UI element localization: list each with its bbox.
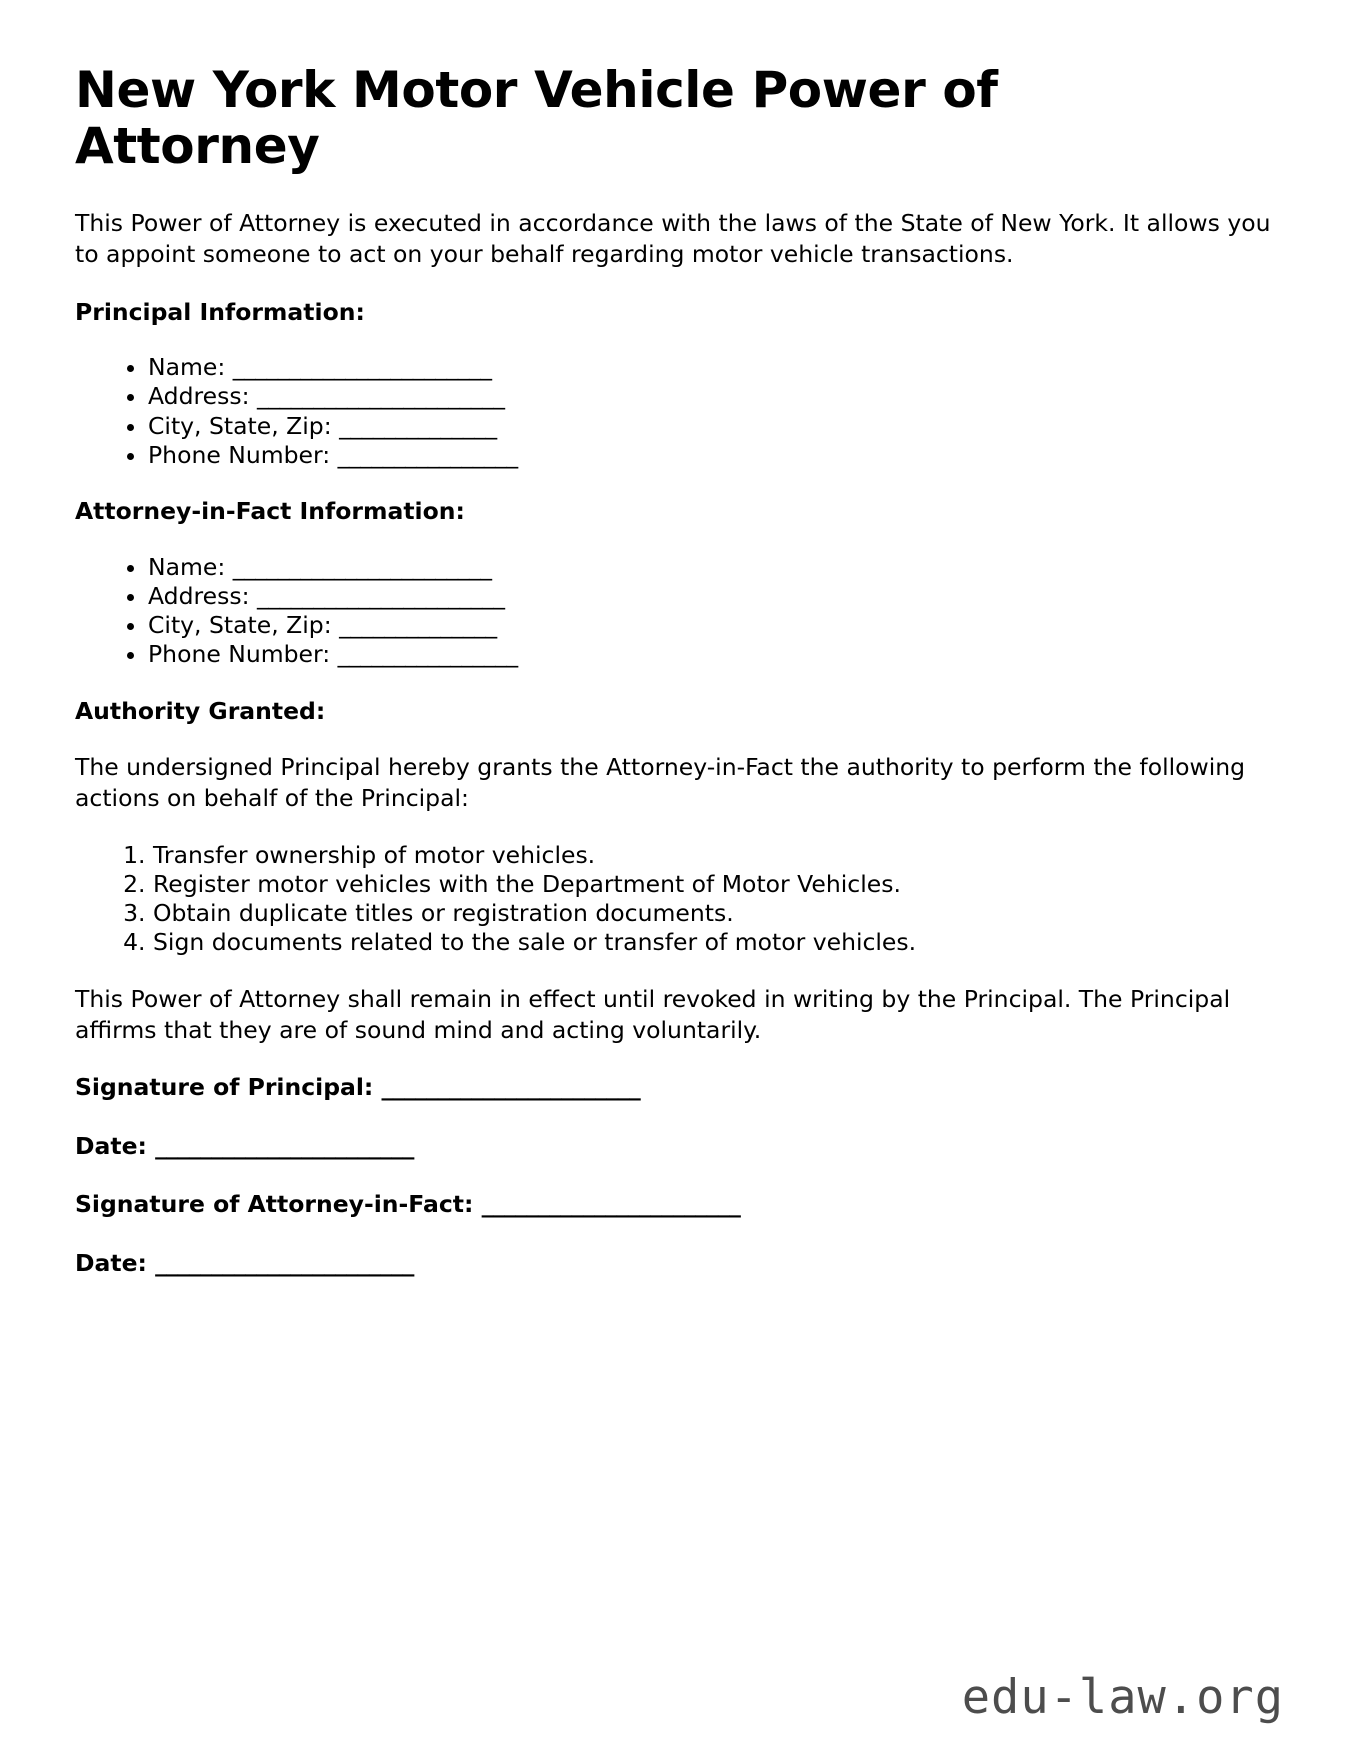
list-item — [148, 640, 1287, 669]
list-item — [148, 611, 1287, 640]
field-blank[interactable]: _______________________ — [232, 552, 492, 581]
principal-date-line — [75, 1131, 1287, 1162]
field-blank[interactable]: _______________________ — [232, 353, 492, 382]
authority-granted-list — [75, 841, 1287, 958]
field-blank[interactable]: ________________ — [337, 640, 518, 669]
principal-field-list — [75, 353, 1287, 470]
list-item — [148, 553, 1287, 582]
field-label: Name: — [148, 353, 226, 382]
list-item — [148, 382, 1287, 411]
field-label: Address: — [148, 581, 250, 610]
signature-of-principal-line — [75, 1072, 1287, 1103]
list-item: 2. Register motor vehicles with the Department of Motor Vehicles. — [153, 870, 1287, 899]
field-blank[interactable]: ________________ — [337, 440, 518, 469]
date-label: Date: — [75, 1131, 147, 1160]
date-blank[interactable]: _______________________ — [155, 1131, 414, 1160]
signature-blank[interactable]: _______________________ — [381, 1073, 641, 1102]
field-blank[interactable]: ______________ — [339, 411, 497, 440]
list-item — [148, 353, 1287, 382]
field-label: Address: — [148, 382, 250, 411]
list-item — [148, 412, 1287, 441]
page-title: New York Motor Vehicle Power of Attorney — [75, 61, 998, 175]
field-label: Phone Number: — [148, 640, 331, 669]
principal-information-heading: Principal Information: — [75, 297, 365, 326]
intro-paragraph: This Power of Attorney is executed in accordance with the laws of the State of New York. It allows you to appoint someone to act on your behalf regarding motor vehicle transactions. — [75, 209, 1271, 269]
authority-granted-heading: Authority Granted: — [75, 696, 326, 725]
list-item: 4. Sign documents related to the sale or transfer of motor vehicles. — [153, 928, 1287, 957]
list-item — [148, 441, 1287, 470]
list-item: 1. Transfer ownership of motor vehicles. — [153, 841, 1287, 870]
attorney-in-fact-date-line — [75, 1248, 1287, 1279]
field-label: City, State, Zip: — [148, 611, 332, 640]
signature-label: Signature of Attorney-in-Fact: — [75, 1190, 474, 1219]
attorney-in-fact-field-list — [75, 553, 1287, 670]
date-blank[interactable]: _______________________ — [155, 1248, 414, 1277]
field-blank[interactable]: ______________________ — [257, 382, 505, 411]
date-label: Date: — [75, 1248, 147, 1277]
field-blank[interactable]: ______________________ — [257, 581, 505, 610]
revocation-paragraph: This Power of Attorney shall remain in effect until revoked in writing by the Principal. The Principal affirms that they are of sound mind and acting voluntarily. — [75, 984, 1231, 1044]
site-watermark: edu-law.org — [961, 1670, 1284, 1725]
field-label: City, State, Zip: — [148, 411, 332, 440]
list-item: 3. Obtain duplicate titles or registration documents. — [153, 899, 1287, 928]
attorney-in-fact-information-heading: Attorney-in-Fact Information: — [75, 497, 465, 526]
field-label: Phone Number: — [148, 440, 331, 469]
signature-of-attorney-in-fact-line — [75, 1189, 1287, 1220]
field-label: Name: — [148, 552, 226, 581]
signature-label: Signature of Principal: — [75, 1073, 374, 1102]
authority-intro-paragraph: The undersigned Principal hereby grants the Attorney-in-Fact the authority to perform the following actions on behalf of the Principal: — [75, 753, 1246, 813]
field-blank[interactable]: ______________ — [339, 611, 497, 640]
list-item — [148, 582, 1287, 611]
signature-blank[interactable]: _______________________ — [481, 1190, 741, 1219]
